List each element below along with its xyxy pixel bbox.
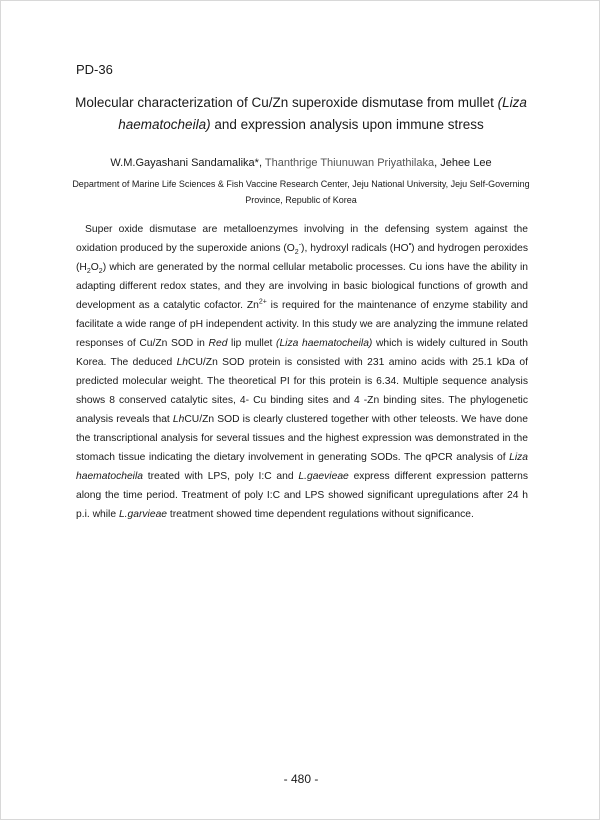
italic-term: Liza haematocheila [76,452,528,482]
author-corresponding: Jehee Lee [440,157,492,169]
abstract-text: ) and hydrogen peroxides (H [76,243,528,273]
abstract-text: CU/Zn SOD protein is consisted with 231 amino acids with 25.1 kDa of predicted molecular weight. The theoretical PI for this protein is 6.34. Multiple sequence analysis shows 8 conserved catalytic sites, 4- Cu binding sites and 4 -Zn binding sites. The phylogenetic analysis reveals that [76,357,528,425]
abstract-text: Super oxide dismutase are metalloenzymes involving in the defensing system against the oxidation produced by the superoxide anions (O [76,224,528,254]
italic-term: Red [208,338,228,349]
abstract-text: ) which are generated by the normal cellular metabolic processes. Cu ions have the ability in adapting different redox states, and they are involving in basic biological functions of growth and development as a catalytic cofactor. Zn [76,262,528,311]
abstract-text: ), hydroxyl radicals (HO [301,243,409,254]
abstract-text: is required for the maintenance of enzyme stability and facilitate a wide range of pH independent activity. In this study we are analyzing the immune related responses of Cu/Zn SOD in [76,300,528,349]
italic-term: Lh [172,414,185,425]
superscript: 2+ [258,298,267,306]
abstract-text: treated with LPS, poly I:C and [142,471,299,482]
italic-term: Lh [176,357,189,368]
title-text: Molecular characterization of Cu/Zn superoxide dismutase from mullet [75,95,498,110]
abstract-title [71,92,531,136]
title-text-end: and expression analysis upon immune stress [210,117,484,132]
affiliation: Department of Marine Life Sciences & Fish Vaccine Research Center, Jeju National University, Jeju Self-Governing Province, Republic of Korea [72,179,530,205]
abstract-text: O [90,262,99,273]
italic-term: (Liza haematocheila) [276,338,373,349]
page-number: - 480 - [283,772,319,786]
subscript: 2 [86,268,91,276]
abstract-text: which is widely cultured in South Korea. The deduced [76,338,528,368]
abstract-text: lip mullet [227,338,277,349]
abstract-text: treatment showed time dependent regulations without significance. [167,509,474,520]
title-species: (Liza haematocheila) [118,95,527,132]
abstract-body [76,220,528,524]
superscript: - [298,241,302,249]
abstract-paragraph [76,220,528,524]
italic-term: L.garvieae [118,509,168,520]
author-list [61,157,541,169]
abstract-text: CU/Zn SOD is clearly clustered together with other teleosts. We have done the transcriptional analysis for several tissues and the highest expression was demonstrated in the stomach tissue indicating the dietary involvement in generating SODs. The qPCR analysis of [76,414,528,463]
author-coauthor: Thanthrige Thiunuwan Priyathilaka [264,157,435,169]
author-separator: , [434,157,441,169]
abstract-code: PD-36 [76,62,113,77]
italic-term: L.gaevieae [298,471,349,482]
superscript: • [408,241,412,249]
subscript: 2 [98,268,103,276]
author-separator: , [258,157,265,169]
abstract-text: express different expression patterns along the time period. Treatment of poly I:C and LPS showed significant upregulations after 24 h p.i. while [76,471,528,520]
author-presenting: W.M.Gayashani Sandamalika* [110,157,259,169]
subscript: 2 [294,249,299,257]
